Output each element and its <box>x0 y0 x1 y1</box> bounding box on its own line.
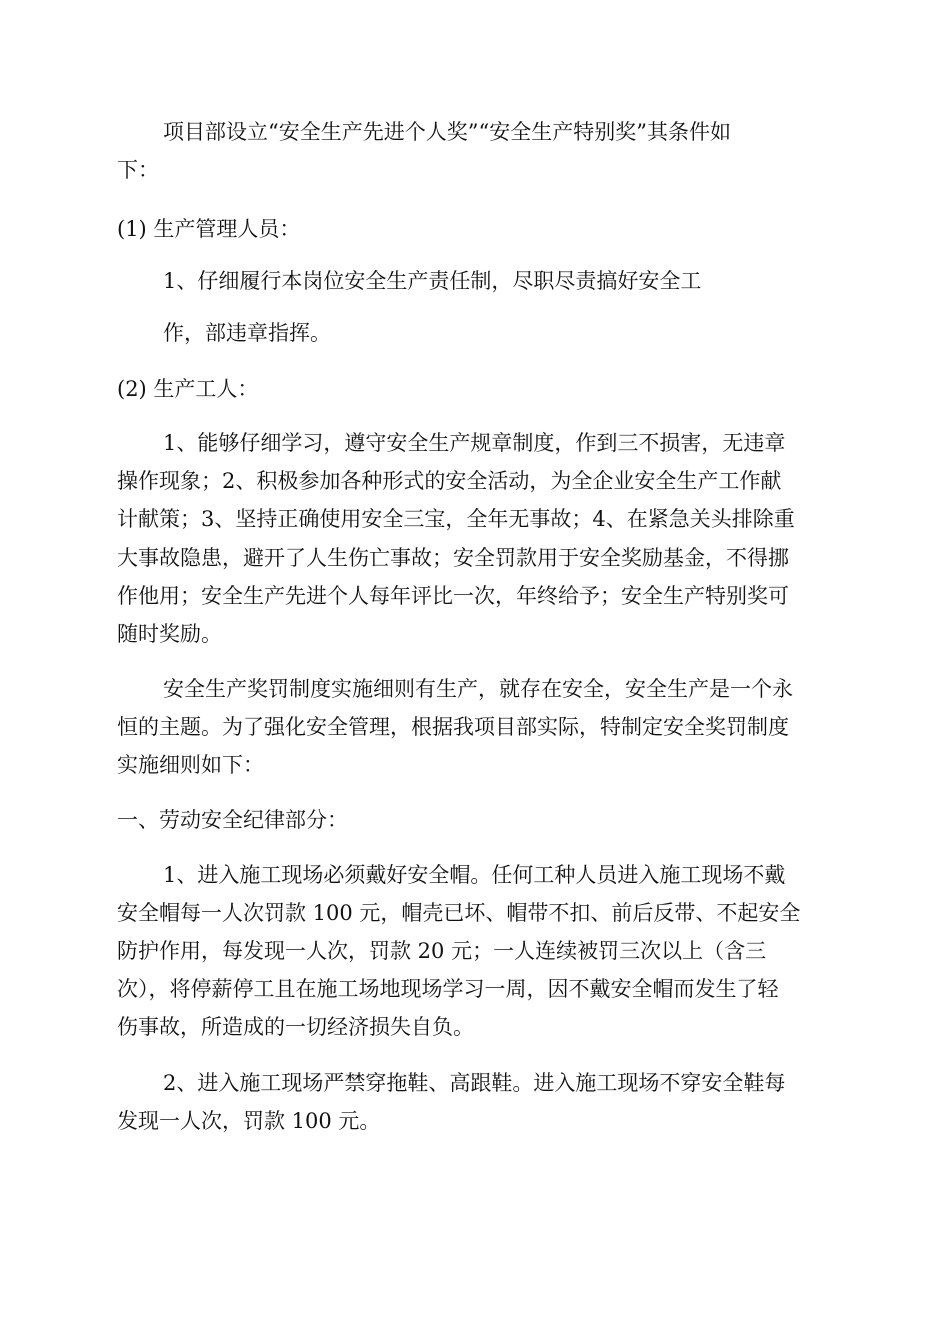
paragraph-line: 1、能够仔细学习，遵守安全生产规章制度，作到三不损害，无违章 <box>163 431 786 455</box>
paragraph-line: 次），将停薪停工且在施工场地现场学习一周，因不戴安全帽而发生了轻 <box>117 977 779 1001</box>
paragraph-line: 安全帽每一人次罚款 100 元，帽壳已坏、帽带不扣、前后反带、不起安全 <box>117 901 801 925</box>
paragraph-line: 安全生产奖罚制度实施细则有生产，就存在安全，安全生产是一个永 <box>163 677 793 701</box>
paragraph-line: 2、进入施工现场严禁穿拖鞋、高跟鞋。进入施工现场不穿安全鞋每 <box>163 1071 786 1095</box>
paragraph-line: 发现一人次，罚款 100 元。 <box>117 1109 381 1133</box>
paragraph-line: 下： <box>117 158 159 182</box>
section-heading: 一、劳动安全纪律部分： <box>117 808 348 832</box>
paragraph-line: 大事故隐患，避开了人生伤亡事故；安全罚款用于安全奖励基金，不得挪 <box>117 546 789 570</box>
paragraph-line: 随时奖励。 <box>117 622 222 646</box>
paragraph-line: 作他用；安全生产先进个人每年评比一次，年终给予；安全生产特别奖可 <box>117 584 789 608</box>
paragraph-line: 作，部违章指挥。 <box>163 321 331 345</box>
paragraph-line: 计献策；3、坚持正确使用安全三宝，全年无事故；4、在紧急关头排除重 <box>117 507 795 531</box>
paragraph-line: 伤事故，所造成的一切经济损失自负。 <box>117 1015 474 1039</box>
paragraph-line: 实施细则如下： <box>117 753 264 777</box>
paragraph-line: 1、进入施工现场必须戴好安全帽。任何工种人员进入施工现场不戴 <box>163 863 786 887</box>
section-heading: (2) 生产工人： <box>117 377 259 401</box>
paragraph-line: 1、仔细履行本岗位安全生产责任制，尽职尽责搞好安全工 <box>163 269 702 293</box>
paragraph-line: 防护作用，每发现一人次，罚款 20 元；一人连续被罚三次以上（含三 <box>117 939 767 963</box>
paragraph-line: 项目部设立“安全生产先进个人奖”“安全生产特别奖”其条件如 <box>163 120 731 144</box>
section-heading: (1) 生产管理人员： <box>117 217 301 241</box>
paragraph-line: 操作现象；2、积极参加各种形式的安全活动，为全企业安全生产工作献 <box>117 469 782 493</box>
paragraph-line: 恒的主题。为了强化安全管理，根据我项目部实际，特制定安全奖罚制度 <box>117 715 789 739</box>
